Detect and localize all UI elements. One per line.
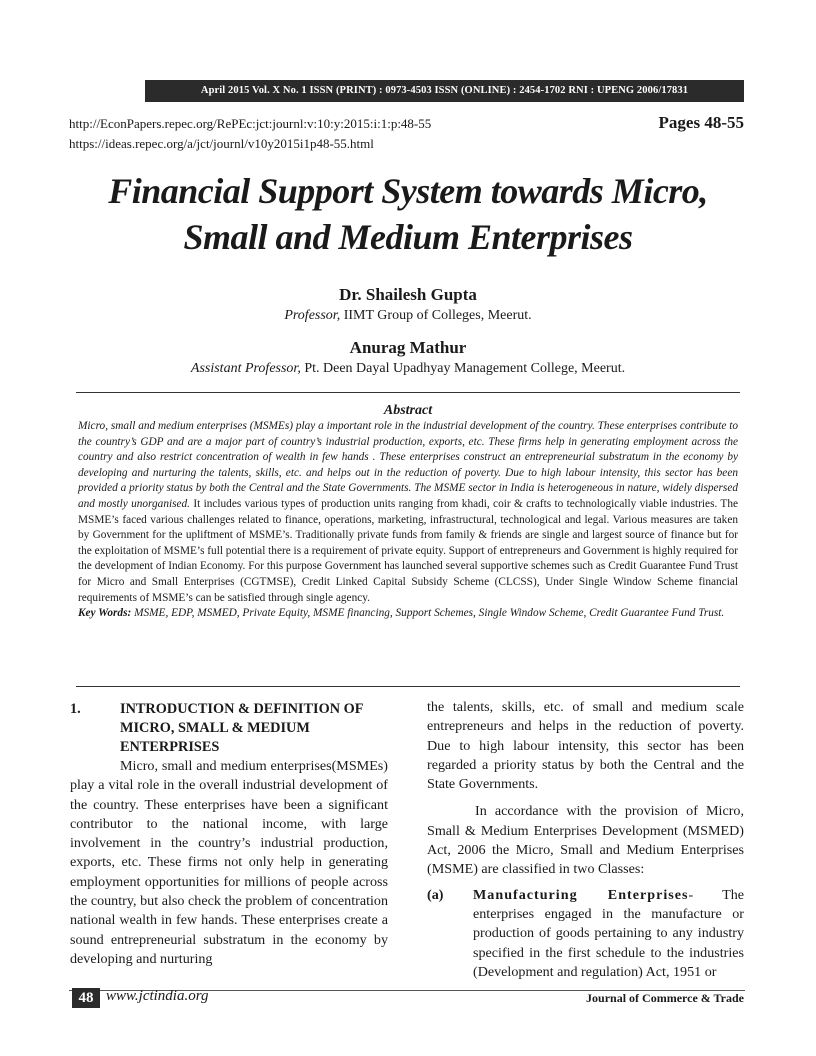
- paper-title: [60, 168, 756, 260]
- author-name: Dr. Shailesh Gupta: [339, 285, 477, 304]
- intro-paragraph-continued: the talents, skills, etc. of small and medium scale entrepreneurs and helps in the reduction of poverty. Due to high labour intensity, this sector has been regarded a priority status by both the Central and the State Governments.: [427, 699, 744, 793]
- author-affiliation: [0, 359, 816, 379]
- econpapers-link[interactable]: http://EconPapers.repec.org/RePEc:jct:journl:v:10:y:2015:i:1:p:48-55: [69, 116, 432, 131]
- author-institution: IIMT Group of Colleges, Meerut.: [340, 308, 532, 323]
- abstract-plain-text: It includes various types of production units ranging from khadi, coir & crafts to technologically viable industries. The MSME’s faced various challenges related to finance, operations, marketing, infrastructural, technological and legal. Various measures are taken by Government for the upliftment of MSME’s. Traditionally private funds from family & friends are single and largest source of finance but for the exploitation of MSME’s full potential there is a requirement of private equity. Support of entrepreneurs and Government is highly required for the development of Indian Economy. For this purpose Government has launched several supportive schemes such as Credit Guarantee Fund Trust for Micro and Small Enterprises (CGTMSE), Credit Linked Capital Subsidy Scheme (CLCSS), Under Single Window Scheme financial requirements of MSME’s can be satisfied through single agency.: [78, 497, 738, 604]
- keywords-label: Key Words:: [78, 607, 132, 620]
- list-item: [427, 886, 744, 982]
- right-column: [427, 698, 744, 982]
- section-number: 1.: [70, 701, 81, 717]
- ideas-link[interactable]: https://ideas.repec.org/a/jct/journl/v10y2015i1p48-55.html: [69, 136, 374, 151]
- list-item-text: - The enterprises engaged in the manufacture or production of goods pertaining to any industry specified in the first schedule to the industries (Development and regulation) Act, 1951 or: [473, 886, 744, 980]
- title-line-2: Small and Medium Enterprises: [183, 217, 633, 257]
- list-item-label: Manufacturing Enterprises: [473, 886, 689, 903]
- section-title: INTRODUCTION & DEFINITION OF MICRO, SMALL & MEDIUM ENTERPRISES: [120, 701, 363, 755]
- list-item-body: [473, 886, 744, 982]
- issue-banner: April 2015 Vol. X No. 1 ISSN (PRINT) : 0973-4503 ISSN (ONLINE) : 2454-1702 RNI : UPENG 2006/17831: [145, 80, 744, 102]
- source-links: [69, 114, 431, 154]
- abstract-top-rule: [76, 392, 740, 393]
- journal-name: Journal of Commerce & Trade: [586, 991, 744, 1005]
- author-institution: Pt. Deen Dayal Upadhyay Management College, Meerut.: [300, 361, 626, 376]
- author-name: Anurag Mathur: [349, 338, 467, 357]
- author-2: [0, 337, 816, 379]
- page-number: 48: [72, 988, 100, 1008]
- left-column: [70, 700, 388, 969]
- author-role: Professor,: [284, 308, 341, 323]
- keywords: MSME, EDP, MSMED, Private Equity, MSME financing, Support Schemes, Single Window Scheme, Credit Guarantee Fund Trust.: [131, 607, 725, 620]
- intro-paragraph: Micro, small and medium enterprises(MSMEs) play a vital role in the overall industrial development of the country. These enterprises have been a significant contributor to the national income, with large involvement in the country’s industrial production, exports, etc. These firms not only help in generating employment opportunities for millions of people across the country, but also check the problem of concentration national wealth in few hands. These enterprises create a sound entrepreneurial substratum in the economy by developing and nurturing: [70, 758, 388, 967]
- author-role: Assistant Professor,: [190, 361, 301, 376]
- author-1: [0, 284, 816, 326]
- author-affiliation: [0, 306, 816, 326]
- list-marker: (a): [427, 886, 444, 903]
- abstract-italic-text: Micro, small and medium enterprises (MSMEs) play a important role in the industrial development of the country. These enterprises contribute to the country’s GDP and are a major part of country’s industrial production, exports, etc. These firms help in generating employment across the country and also restrict concentration of wealth in few hands . These enterprises construct an entrepreneurial substratum in the economy by developing and nurturing the talents, skills, etc. and helps out in the reduction of poverty. Due to high labour intensity, this sector has been provided a priority status by both the Central and the State Governments. The MSME sector in India is heterogeneous in nature, widely dispersed and mostly unorganised.: [78, 420, 738, 510]
- title-line-1: Financial Support System towards Micro,: [108, 171, 708, 211]
- abstract-bottom-rule: [76, 686, 740, 687]
- section-heading: [70, 700, 388, 757]
- journal-website[interactable]: www.jctindia.org: [106, 988, 209, 1004]
- abstract-heading: Abstract: [383, 403, 433, 418]
- page-range: Pages 48-55: [658, 113, 744, 132]
- classification-paragraph: In accordance with the provision of Micro, Small & Medium Enterprises Development (MSMED) Act, 2006 the Micro, Small and Medium Enterprises (MSME) are classified in two Classes:: [427, 803, 744, 878]
- abstract-body: [78, 419, 738, 622]
